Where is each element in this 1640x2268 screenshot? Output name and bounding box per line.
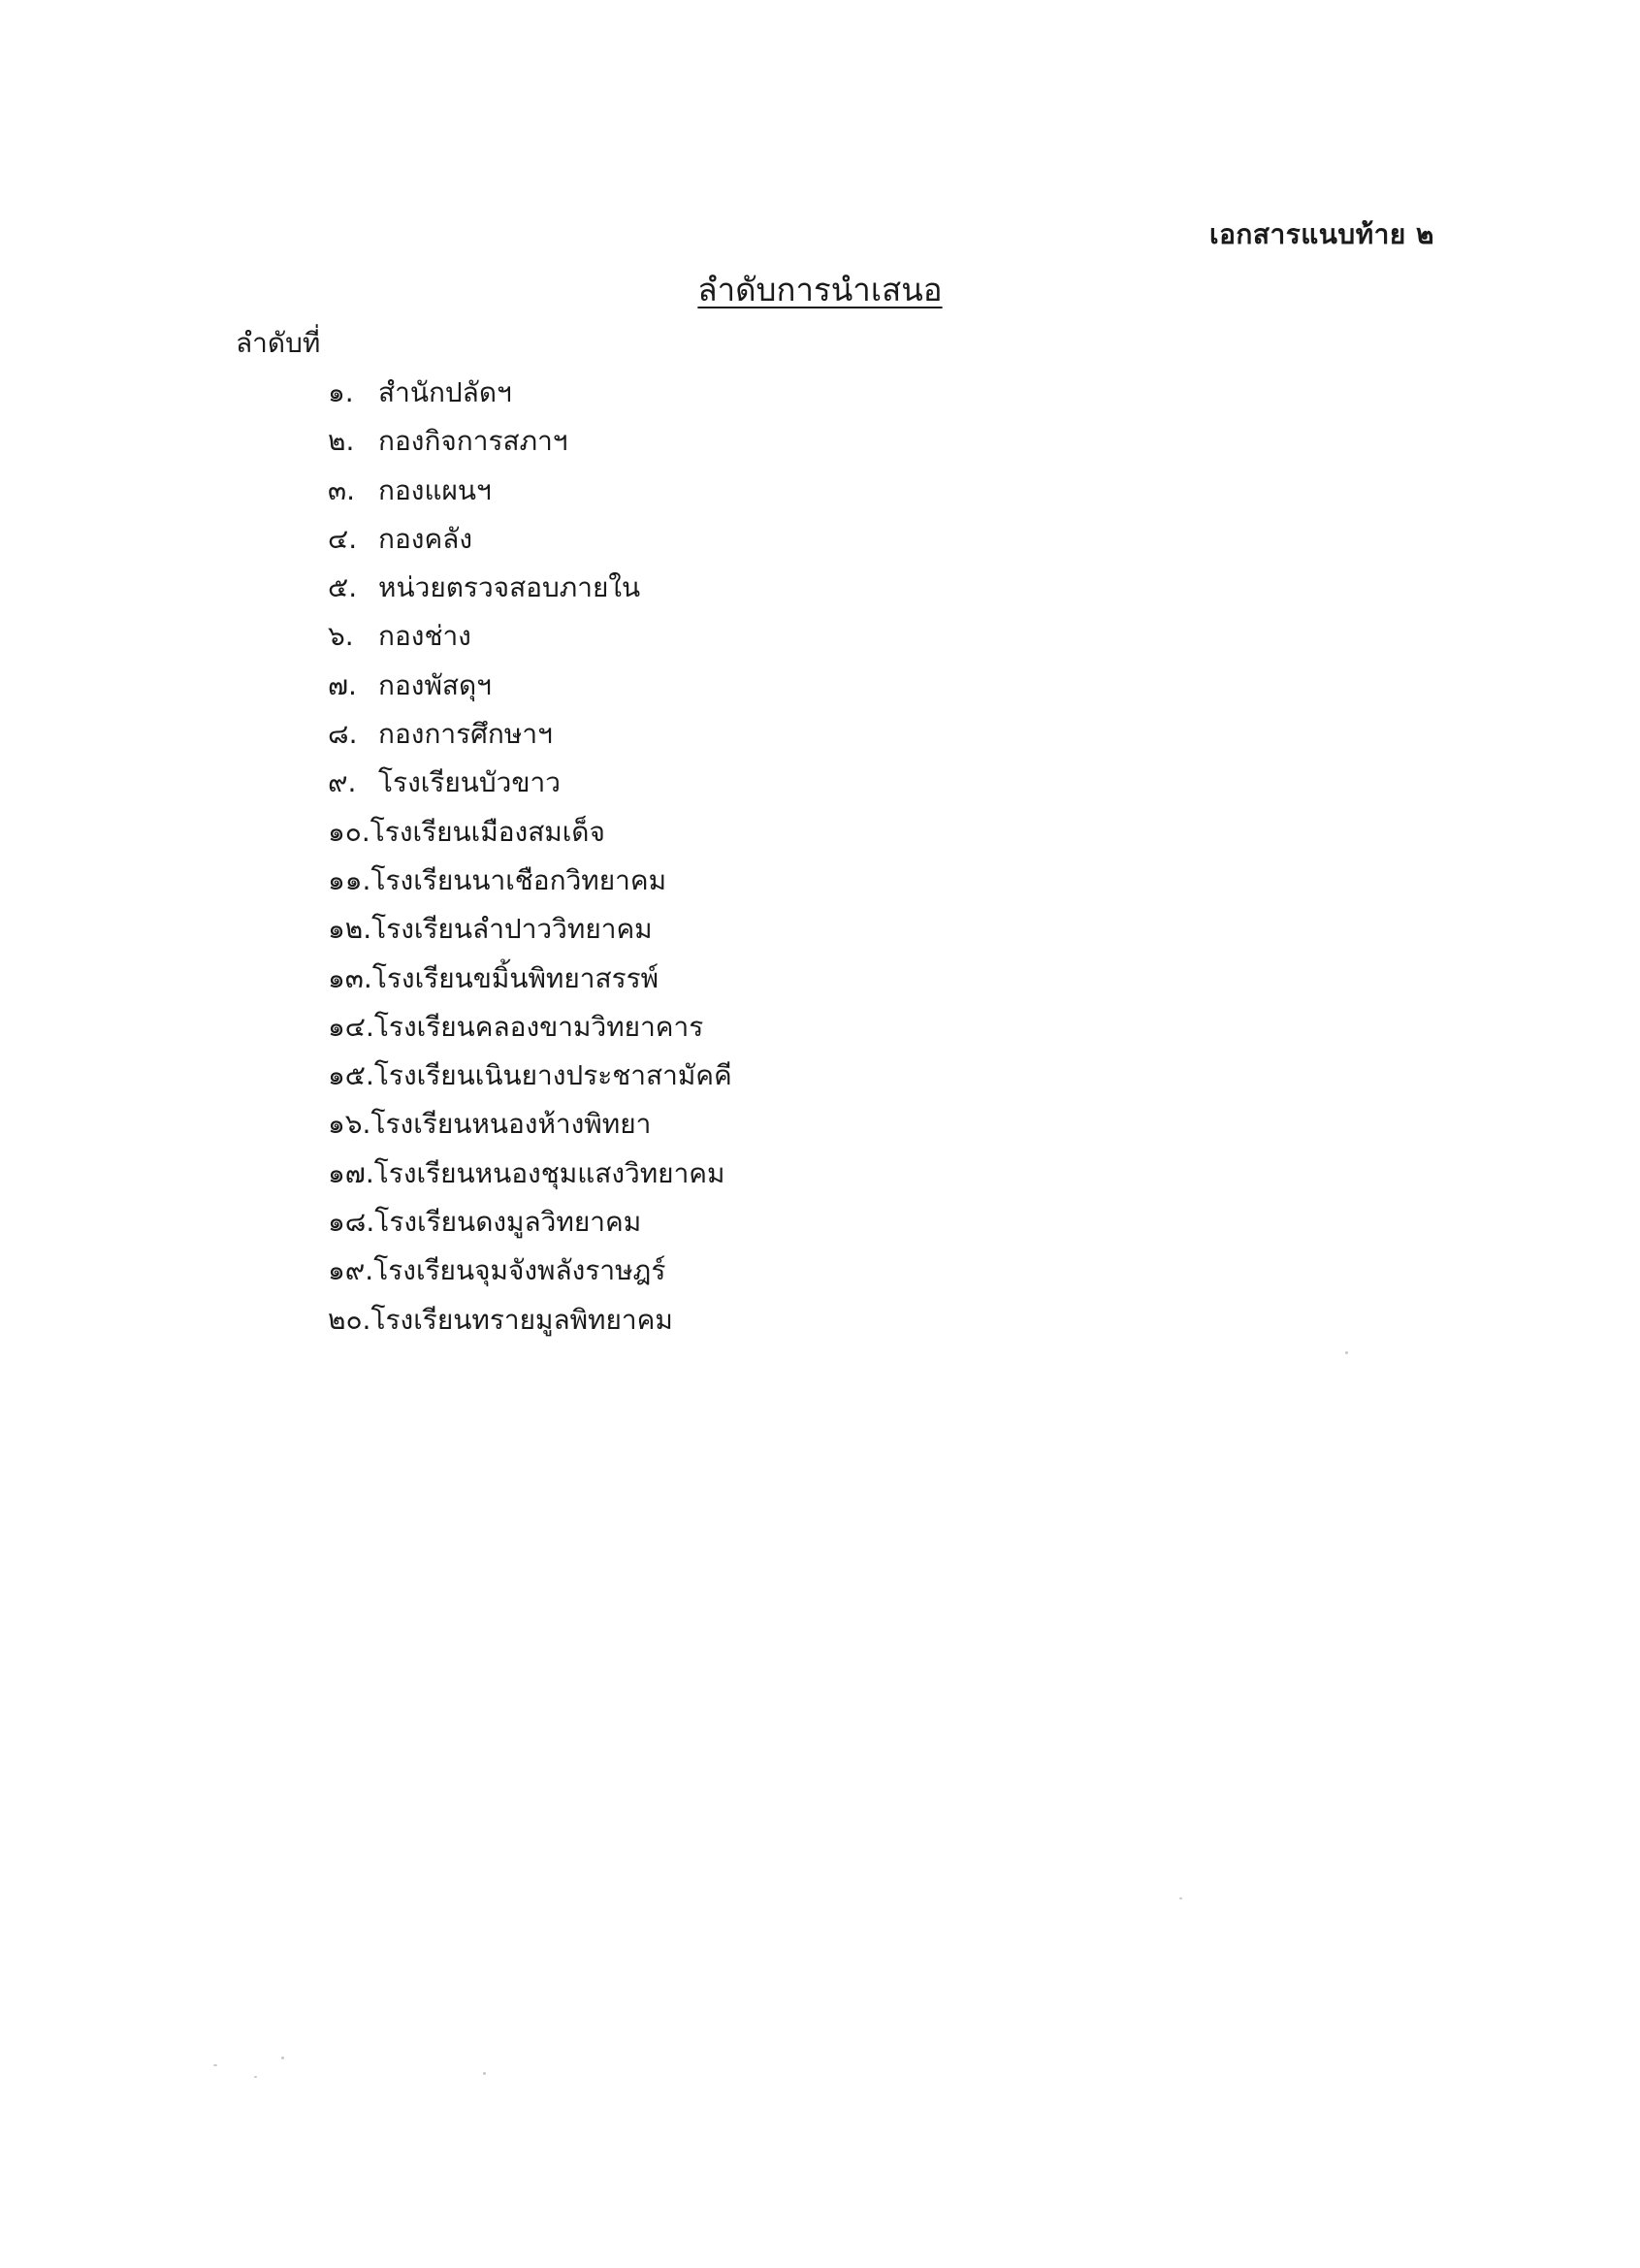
- list-item: [328, 1198, 732, 1247]
- list-item: [328, 808, 732, 857]
- item-number: ๕.: [328, 571, 358, 604]
- order-label: ลำดับที่: [236, 327, 321, 359]
- item-number: ๙.: [328, 766, 357, 799]
- item-number: ๔.: [328, 522, 358, 555]
- list-item: [328, 857, 732, 905]
- item-number: ๑๘.: [328, 1206, 375, 1239]
- scan-speck: [254, 2076, 257, 2078]
- item-number: ๑.: [328, 376, 354, 408]
- item-name: โรงเรียนเมืองสมเด็จ: [370, 815, 605, 848]
- item-number: ๑๑.: [328, 863, 371, 896]
- list-item: [328, 759, 732, 807]
- list-item: [328, 1003, 732, 1052]
- scan-speck: [483, 2072, 486, 2075]
- list-item: [328, 1052, 732, 1100]
- item-name: กองแผนฯ: [378, 473, 492, 506]
- list-item: [328, 1296, 732, 1345]
- page-title: ลำดับการนำเสนอ: [697, 271, 943, 308]
- list-item: [328, 710, 732, 759]
- list-item: [328, 905, 732, 954]
- list-item: [328, 515, 732, 564]
- item-number: ๓.: [328, 473, 356, 506]
- item-number: ๒๐.: [328, 1303, 371, 1336]
- item-number: ๑๙.: [328, 1254, 374, 1287]
- item-name: โรงเรียนทรายมูลพิทยาคม: [370, 1303, 673, 1336]
- item-number: ๖.: [328, 620, 354, 653]
- list-item: [328, 564, 732, 612]
- item-name: หน่วยตรวจสอบภายใน: [378, 571, 641, 604]
- presentation-order-list: [328, 369, 732, 1345]
- item-name: โรงเรียนจุมจังพลังราษฎร์: [373, 1254, 666, 1287]
- scan-speck: [1179, 1897, 1182, 1899]
- item-number: ๒.: [328, 425, 355, 458]
- scan-speck: [213, 2064, 217, 2066]
- item-name: โรงเรียนหนองห้างพิทยา: [370, 1108, 652, 1141]
- list-item: [328, 417, 732, 466]
- item-name: โรงเรียนบัวขาว: [378, 766, 561, 799]
- item-number: ๑๕.: [328, 1059, 374, 1092]
- scan-speck: [1345, 1351, 1348, 1354]
- item-number: ๑๒.: [328, 913, 372, 946]
- item-name: โรงเรียนนาเชือกวิทยาคม: [370, 863, 667, 896]
- item-name: กองพัสดุฯ: [378, 668, 492, 701]
- item-name: กองช่าง: [378, 620, 471, 653]
- item-name: โรงเรียนขมิ้นพิทยาสรรพ์: [371, 961, 659, 994]
- list-item: [328, 955, 732, 1003]
- item-name: โรงเรียนหนองชุมแสงวิทยาคม: [373, 1156, 725, 1189]
- list-item: [328, 1100, 732, 1149]
- item-name: โรงเรียนคลองขามวิทยาคาร: [373, 1010, 704, 1043]
- item-number: ๑๗.: [328, 1156, 374, 1189]
- item-number: ๑๖.: [328, 1108, 371, 1141]
- item-name: กองกิจการสภาฯ: [378, 425, 568, 458]
- item-name: โรงเรียนลำปาววิทยาคม: [371, 913, 653, 946]
- list-item: [328, 467, 732, 515]
- item-name: โรงเรียนเนินยางประชาสามัคคี: [373, 1059, 732, 1092]
- list-item: [328, 1247, 732, 1295]
- list-item: [328, 662, 732, 710]
- scan-speck: [281, 2057, 284, 2059]
- list-item: [328, 369, 732, 417]
- item-name: กองคลัง: [378, 522, 473, 555]
- list-item: [328, 1150, 732, 1198]
- item-number: ๗.: [328, 668, 357, 701]
- item-number: ๑๓.: [328, 961, 372, 994]
- list-item: [328, 612, 732, 661]
- item-name: กองการศึกษาฯ: [378, 718, 553, 751]
- item-number: ๑๔.: [328, 1010, 374, 1043]
- item-number: ๘.: [328, 718, 358, 751]
- item-number: ๑๐.: [328, 815, 370, 848]
- item-name: โรงเรียนดงมูลวิทยาคม: [374, 1206, 642, 1239]
- annex-label: เอกสารแนบท้าย ๒: [1209, 218, 1434, 250]
- item-name: สำนักปลัดฯ: [378, 376, 512, 408]
